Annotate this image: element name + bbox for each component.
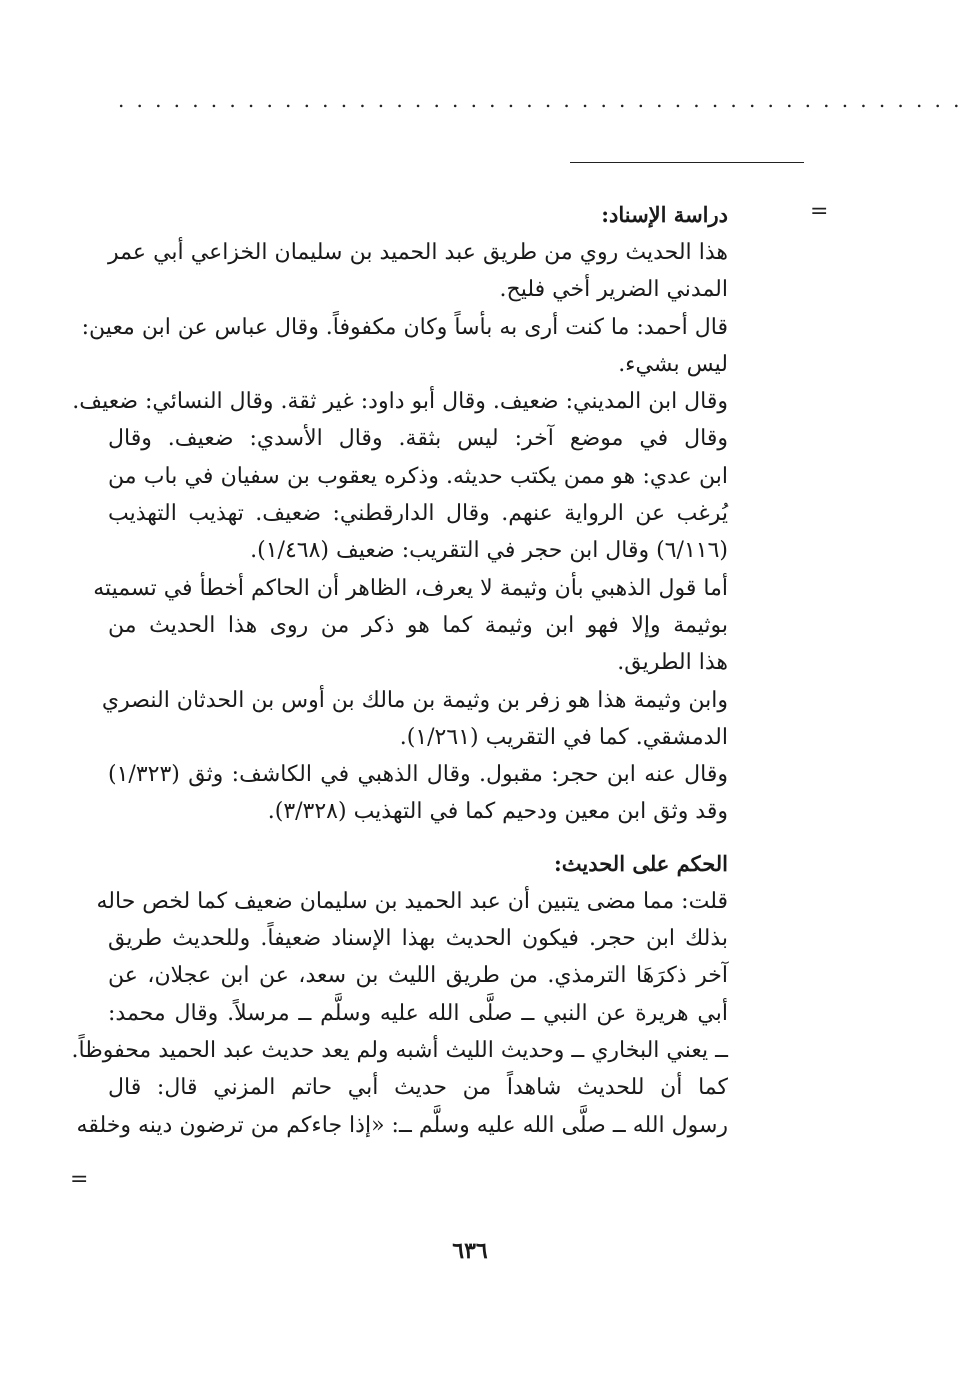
section-heading-ruling: الحكم على الحديث: — [554, 850, 728, 876]
text-line: رسول الله ــ صلَّى الله عليه وسلَّم ــ: «إذا جاءكم من ترضون دينه وخلقه — [76, 1112, 728, 1138]
text-line: أبي هريرة عن النبي ــ صلَّى الله عليه وسلَّم ــ مرسلاً. وقال محمد: — [108, 1000, 728, 1026]
text-line: المدني الضرير أخي فليح. — [499, 277, 728, 303]
top-dotted-rule: .............................................. — [118, 88, 972, 112]
text-line: وقد وثق ابن معين ودحيم كما في التهذيب (٣/٣٢٨). — [267, 799, 728, 825]
text-line: ــ يعني البخاري ــ وحديث الليث أشبه ولم يعد حديث عبد الحميد محفوظاً. — [71, 1037, 728, 1063]
text-line: وابن وثيمة هذا هو زفر بن وثيمة بن مالك بن أوس بن الحدثان النصري — [101, 687, 728, 713]
text-line: هذا الحديث روي من طريق عبد الحميد بن سليمان الخزاعي أبي عمر — [108, 240, 729, 265]
header-separator-line — [570, 162, 804, 163]
text-line: بوثيمة وإلا فهو ابن وثيمة كما هو ذكر من روى هذا الحديث من — [108, 612, 728, 638]
text-line: قلت: مما مضى يتبين أن عبد الحميد بن سليمان ضعيف كما لخص حاله — [96, 888, 728, 914]
text-line: وقال في موضع آخر: ليس بثقة. وقال الأسدي: ضعيف. وقال — [108, 426, 728, 452]
text-line: يُرغب عن الرواية عنهم. وقال الدارقطني: ضعيف. تهذيب التهذيب — [108, 501, 728, 527]
text-line: وقال ابن المديني: ضعيف. وقال أبو داود: غير ثقة. وقال النسائي: ضعيف. — [72, 389, 728, 415]
text-line: وقال عنه ابن حجر: مقبول. وقال الذهبي في الكاشف: وثق (١/٣٢٣) — [108, 762, 728, 788]
text-line: ابن عدي: هو ممن يكتب حديثه. وذكره يعقوب بن سفيان في باب من — [108, 463, 728, 489]
text-line: الدمشقي. كما في التقريب (١/٢٦١). — [399, 724, 728, 750]
text-line: ليس بشيء. — [618, 351, 728, 377]
continuation-marker-bottom: = — [70, 1167, 89, 1192]
continuation-marker-top: = — [810, 199, 829, 224]
text-line: بذلك ابن حجر. فيكون الحديث بهذا الإسناد ضعيفاً. وللحديث طريق — [108, 926, 728, 952]
text-line: آخر ذكرَهَا الترمذي. من طريق الليث بن سعد، عن ابن عجلان، عن — [108, 963, 729, 989]
text-line: كما أن للحديث شاهداً من حديث أبي حاتم المزني قال: قال — [108, 1075, 728, 1101]
text-line: قال أحمد: ما كنت أرى به بأساً وكان مكفوفاً. وقال عباس عن ابن معين: — [81, 314, 728, 340]
text-line: (٦/١١٦) وقال ابن حجر في التقريب: ضعيف (١/٤٦٨). — [250, 538, 728, 564]
text-line: هذا الطريق. — [617, 650, 728, 676]
text-line: أما قول الذهبي بأن وثيمة لا يعرف، الظاهر أن الحاكم أخطأ في تسميته — [93, 575, 728, 601]
section-heading-isnad: دراسة الإسناد: — [601, 202, 728, 227]
page-number: ٦٣٦ — [452, 1238, 488, 1264]
page-content — [71, 196, 729, 1144]
